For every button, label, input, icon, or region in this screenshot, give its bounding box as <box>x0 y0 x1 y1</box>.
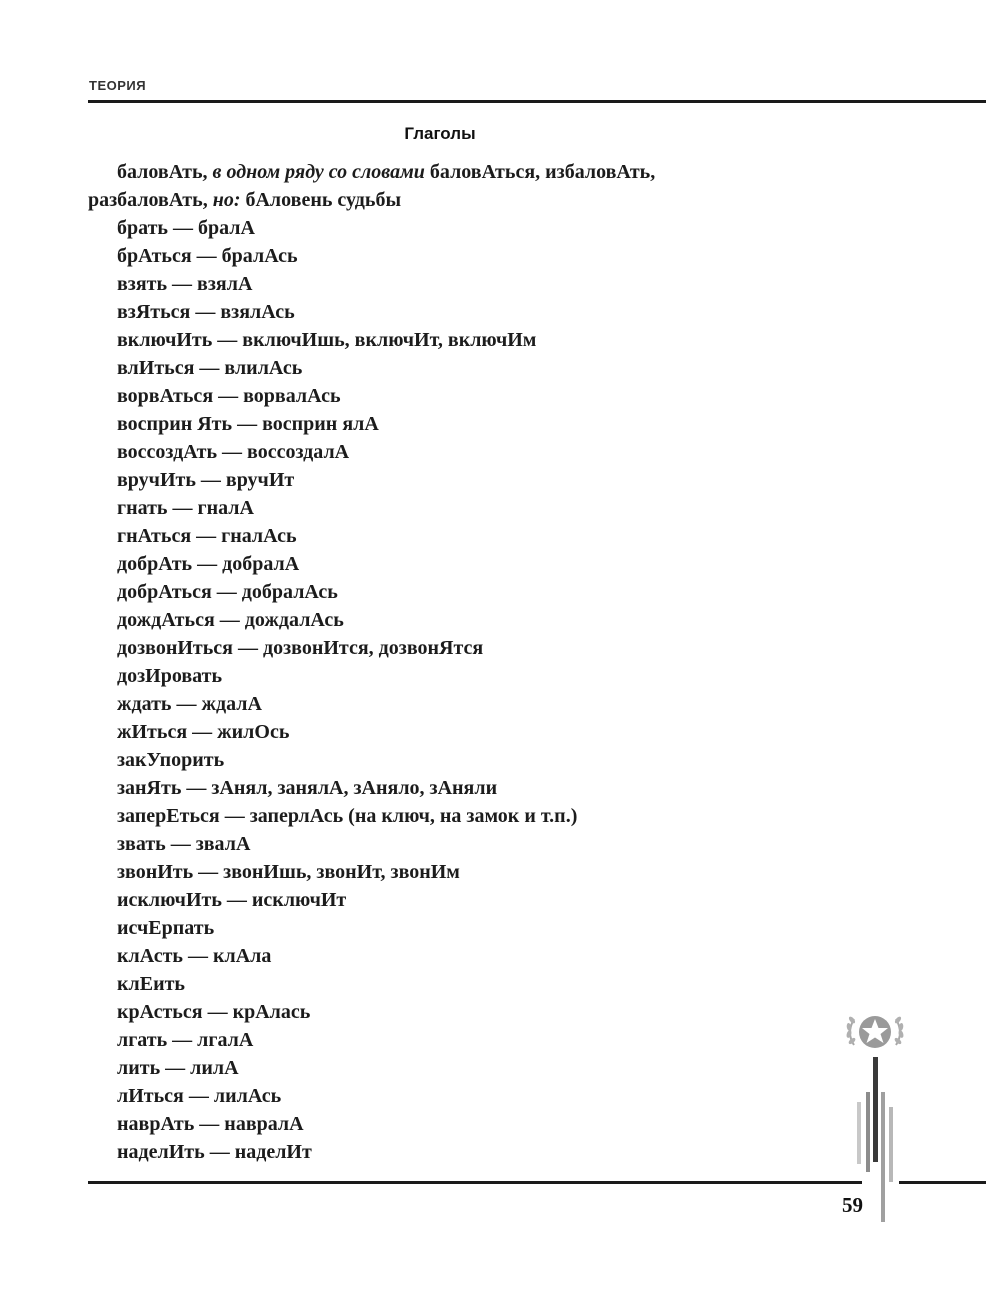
verb-entry: влИться — влилАсь <box>117 357 303 379</box>
intro-words-2: баловАться, избаловАть, <box>424 161 656 183</box>
intro-word-1: баловАть, <box>117 161 213 183</box>
section-title-text: Глаголы <box>404 124 476 143</box>
verb-entry: лИться — лилАсь <box>117 1085 282 1107</box>
verb-entry: исключИть — исключИт <box>117 889 347 911</box>
verb-entry: занЯть — зАнял, занялА, зАняло, зАняли <box>117 777 498 799</box>
verb-entry: ворвАться — ворвалАсь <box>117 385 341 407</box>
verb-entry: исчЕрпать <box>117 917 215 939</box>
verb-entry: наврАть — навралА <box>117 1113 304 1135</box>
verb-entry: воссоздАть — воссоздалА <box>117 441 350 463</box>
verb-entry: дозвонИться — дозвонИтся, дозвонЯтся <box>117 637 484 659</box>
verb-entry: брать — бралА <box>117 217 255 239</box>
verb-entry: жИться — жилОсь <box>117 721 290 743</box>
verb-entry: ждать — ждалА <box>117 693 262 715</box>
intro-note-1: в одном ряду со словами <box>212 161 425 183</box>
verb-entry: клЕить <box>117 973 186 995</box>
verb-entry: наделИть — наделИт <box>117 1141 312 1163</box>
verb-entry: гнАться — гналАсь <box>117 525 297 547</box>
verb-entry: включИть — включИшь, включИт, включИм <box>117 329 537 351</box>
verb-entry: крАсться — крАлась <box>117 1001 311 1023</box>
verb-entry: клАсть — клАла <box>117 945 272 967</box>
star-laurel-emblem-icon <box>840 1005 910 1230</box>
verb-entry: закУпорить <box>117 749 225 771</box>
verb-entry: звать — звалА <box>117 833 251 855</box>
verb-entry: лить — лилА <box>117 1057 239 1079</box>
intro-line-2 <box>88 186 798 214</box>
intro-line-1 <box>88 158 798 186</box>
intro-note-2: но: <box>212 189 241 211</box>
verb-entry: звонИть — звонИшь, звонИт, звонИм <box>117 861 460 883</box>
section-title <box>0 124 880 144</box>
verb-entry: восприн Ять — восприн ялА <box>117 413 379 435</box>
verb-entry: добрАться — добралАсь <box>117 581 338 603</box>
intro-word-3: разбаловАть, <box>88 189 213 211</box>
footer-rule-left <box>88 1181 862 1184</box>
header-rule <box>88 100 986 103</box>
verb-entry: гнать — гналА <box>117 497 254 519</box>
intro-word-4: бАловень судьбы <box>240 189 402 211</box>
verb-entry: вручИть — вручИт <box>117 469 295 491</box>
verb-entry: взять — взялА <box>117 273 253 295</box>
verb-entry: лгать — лгалА <box>117 1029 254 1051</box>
verb-entry: дозИровать <box>117 665 223 687</box>
page-number: 59 <box>842 1193 863 1217</box>
verb-entry: добрАть — добралА <box>117 553 300 575</box>
running-header: ТЕОРИЯ <box>89 78 147 93</box>
verb-entry: дождАться — дождалАсь <box>117 609 344 631</box>
verb-entry: брАться — бралАсь <box>117 245 298 267</box>
verb-list <box>88 214 798 1166</box>
verb-entry: взЯться — взялАсь <box>117 301 295 323</box>
verb-entry: заперЕться — заперлАсь (на ключ, на замок и т.п.) <box>117 805 578 827</box>
page-body <box>88 158 798 1166</box>
footer-rule-right <box>899 1181 986 1184</box>
